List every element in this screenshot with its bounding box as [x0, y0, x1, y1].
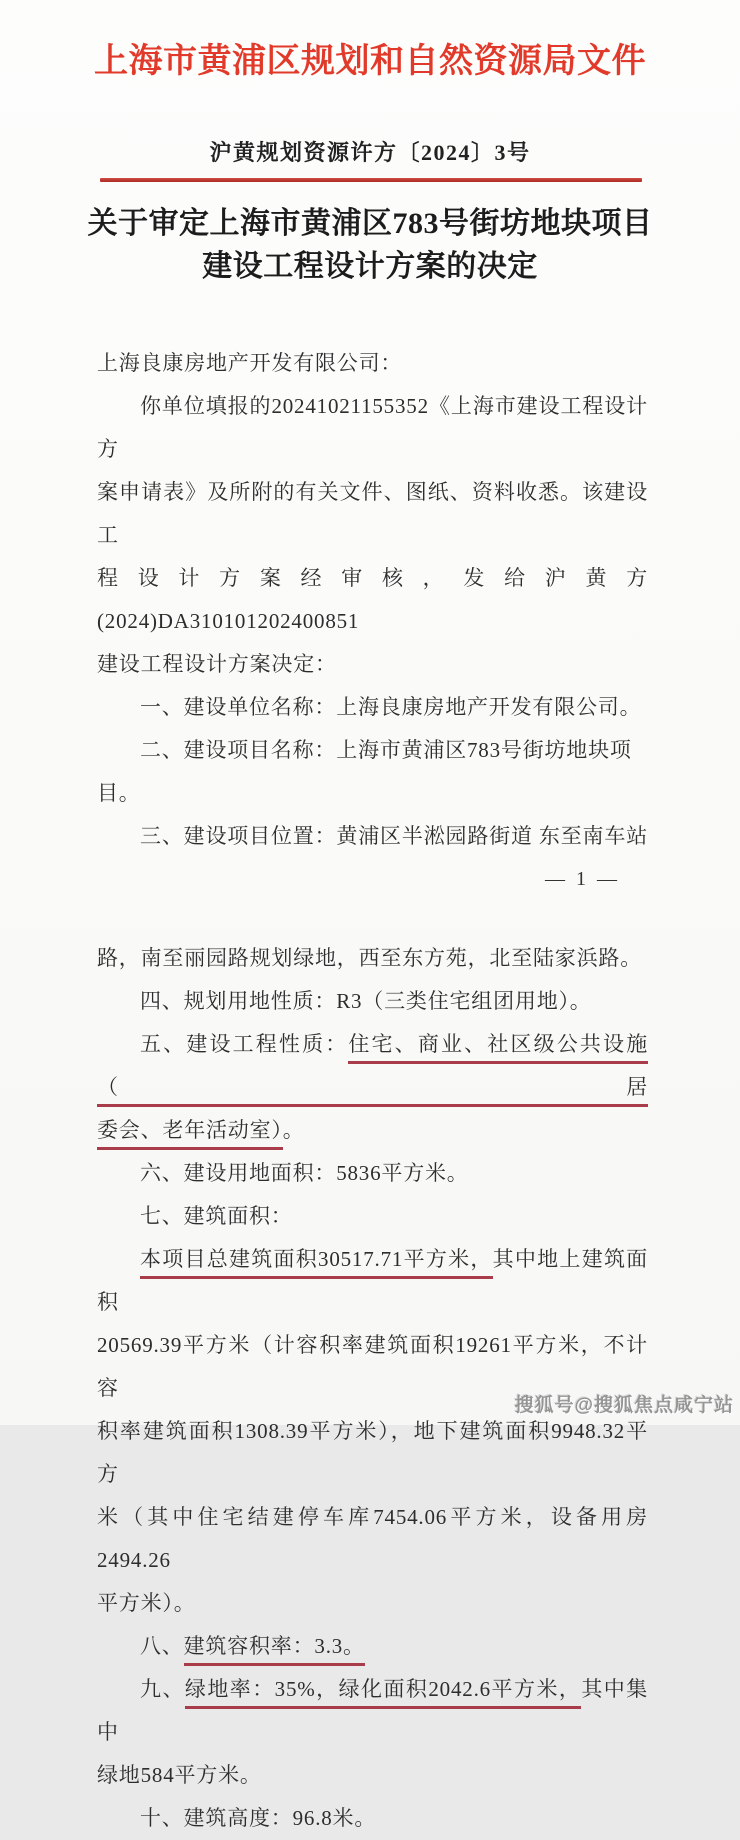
document-line: [97, 980, 648, 1023]
document-line: [97, 1410, 648, 1496]
document-line: [97, 1668, 648, 1754]
document-line: [97, 1023, 648, 1109]
document-line: [97, 385, 648, 471]
text-segment: 程设计方案经审核，发给沪黄方(2024)DA310101202400851: [97, 566, 648, 633]
text-segment: 路，南至丽园路规划绿地，西至东方苑，北至陆家浜路。: [97, 946, 642, 970]
text-segment: 一、建设单位名称：上海良康房地产开发有限公司。: [140, 695, 642, 719]
text-segment: 积率建筑面积1308.39平方米），地下建筑面积9948.32平方: [97, 1419, 648, 1486]
underlined-text-segment: 委会、老年活动室）: [97, 1118, 283, 1150]
document-line: [97, 1238, 648, 1324]
underlined-text-segment: 住宅、商业、社区级公共设施（居: [97, 1032, 648, 1107]
text-segment: 五、建设工程性质：: [140, 1032, 349, 1056]
agency-title: 上海市黄浦区规划和自然资源局文件: [94, 43, 646, 80]
underlined-text-segment: 本项目总建筑面积30517.71平方米，: [140, 1247, 493, 1279]
document-line: [97, 937, 648, 980]
text-segment: 绿地584平方米。: [97, 1763, 262, 1787]
text-segment: 米（其中住宅结建停车库7454.06平方米，设备用房2494.26: [97, 1505, 648, 1572]
text-segment: 上海良康房地产开发有限公司：: [97, 351, 403, 375]
document-line: [97, 686, 648, 729]
document-line: [97, 557, 648, 643]
decision-title-line2: 建设工程设计方案的决定: [202, 250, 538, 283]
document-line: [97, 1754, 648, 1797]
document-line: [97, 1109, 648, 1152]
document-line: [97, 1797, 648, 1840]
document-line: [97, 643, 648, 686]
document-line: [97, 1195, 648, 1238]
text-segment: 六、建设用地面积：5836平方米。: [140, 1161, 469, 1185]
document-line: [97, 1152, 648, 1195]
doc-number: 沪黄规划资源许方〔2024〕3号: [209, 140, 531, 165]
text-segment: 建设工程设计方案决定：: [97, 652, 337, 676]
text-segment: 。: [282, 1118, 305, 1142]
document-line: [97, 815, 648, 858]
underlined-text-segment: 建筑容积率：3.3。: [184, 1634, 365, 1666]
document-line: [97, 1625, 648, 1668]
text-segment: 四、规划用地性质：R3（三类住宅组团用地）。: [140, 989, 592, 1013]
underlined-text-segment: 绿地率：35%，绿化面积2042.6平方米，: [185, 1677, 581, 1709]
text-segment: 案申请表》及所附的有关文件、图纸、资料收悉。该建设工: [97, 480, 648, 547]
text-segment: 其中地上建筑面积: [97, 1247, 648, 1314]
document-line: [97, 1582, 648, 1625]
decision-title: [40, 202, 700, 288]
text-segment: 其中集中: [97, 1677, 649, 1744]
text-segment: 七、建筑面积：: [140, 1204, 293, 1228]
document-line: [97, 471, 648, 557]
text-segment: 十、建筑高度：96.8米。: [140, 1806, 377, 1830]
text-segment: 20569.39平方米（计容积率建筑面积19261平方米，不计容: [97, 1333, 648, 1400]
document-line: [97, 342, 648, 385]
document-line: [97, 729, 648, 815]
text-segment: 你单位填报的20241021155352《上海市建设工程设计方: [97, 394, 648, 461]
decision-title-line1: 关于审定上海市黄浦区783号街坊地块项目: [87, 207, 653, 240]
document-line: [97, 1496, 648, 1582]
text-segment: 平方米）。: [97, 1591, 196, 1615]
text-segment: 三、建设项目位置：黄浦区半淞园路街道 东至南车站: [140, 824, 648, 848]
text-segment: 二、建设项目名称：上海市黄浦区783号街坊地块项目。: [97, 738, 632, 805]
header-divider-rule: [100, 178, 642, 182]
document-body: [0, 342, 740, 1840]
watermark: 搜狐号@搜狐焦点咸宁站: [514, 1395, 734, 1416]
text-segment: 九、: [140, 1677, 185, 1701]
text-segment: 八、: [140, 1634, 184, 1658]
page-number: — 1 —: [545, 868, 620, 890]
